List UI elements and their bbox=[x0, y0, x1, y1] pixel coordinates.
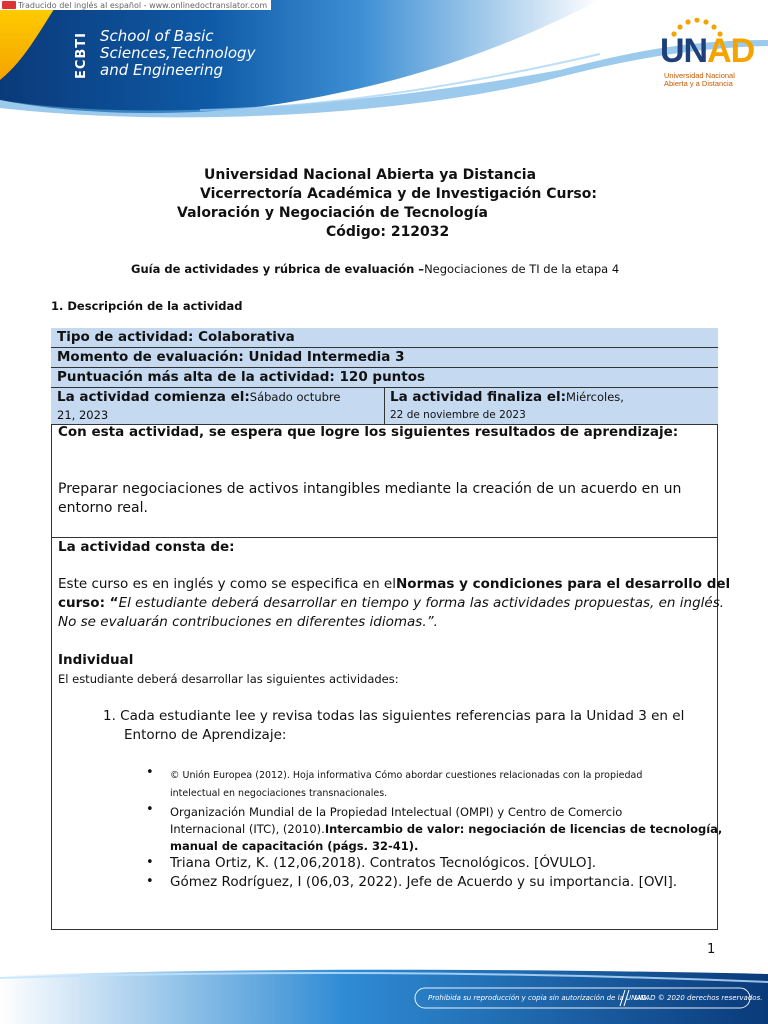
results-heading: Con esta actividad, se espera que logre los siguientes resultados de aprendizaje: bbox=[58, 424, 679, 440]
bullet-icon: • bbox=[146, 765, 154, 780]
title-line-vicerrectoria: Vicerrectoría Académica y de Investigación Curso: bbox=[200, 186, 597, 202]
row-puntuacion: Puntuación más alta de la actividad: 120 puntos bbox=[51, 368, 718, 388]
results-text-line2: entorno real. bbox=[58, 500, 148, 516]
reference-2: Organización Mundial de la Propiedad Intelectual (OMPI) y Centro de Comercio Internacional (ITC), (2010).Intercambio de valor: negociación de licencias de tecnología, manual de capacitación (págs. 32-41). bbox=[170, 805, 723, 853]
unad-logo: UNAD Universidad Nacional Abierta y a Distancia bbox=[660, 18, 750, 88]
title-line-code: Código: 212032 bbox=[326, 224, 450, 240]
translator-notice[interactable] bbox=[0, 0, 271, 10]
results-divider bbox=[51, 537, 718, 538]
consta-paragraph-line2: curso: “El estudiante deberá desarrollar en tiempo y forma las actividades propuestas, en inglés. bbox=[58, 595, 725, 611]
footer-rights: UNAD © 2020 derechos reservados. bbox=[635, 994, 763, 1002]
footer-banner bbox=[0, 968, 768, 1024]
title-line-university: Universidad Nacional Abierta ya Distancia bbox=[204, 167, 537, 183]
bullet-icon: • bbox=[146, 855, 154, 870]
reference-1: © Unión Europea (2012). Hoja informativa Cómo abordar cuestiones relacionadas con la propiedad intelectual en negociaciones transnacionales. bbox=[170, 770, 643, 799]
cell-finaliza: La actividad finaliza el:Miércoles, 22 de noviembre de 2023 bbox=[384, 388, 718, 424]
consta-paragraph-line1: Este curso es en inglés y como se especifica en elNormas y condiciones para el desarrollo del bbox=[58, 576, 731, 592]
list-item-1-line1: 1. Cada estudiante lee y revisa todas las siguientes referencias para la Unidad 3 en el bbox=[103, 708, 685, 724]
consta-paragraph-line3: No se evaluarán contribuciones en diferentes idiomas.”. bbox=[58, 614, 438, 630]
bullet-icon: • bbox=[146, 874, 154, 889]
results-text-line1: Preparar negociaciones de activos intangibles mediante la creación de un acuerdo en un bbox=[58, 481, 682, 497]
ecbti-label: ECBTI bbox=[74, 31, 90, 79]
consta-heading: La actividad consta de: bbox=[58, 539, 235, 555]
cell-divider bbox=[384, 388, 385, 424]
row-momento: Momento de evaluación: Unidad Intermedia 3 bbox=[51, 348, 718, 368]
translator-notice-text: Traducido del inglés al español - www.onlinedoctranslator.com bbox=[18, 0, 268, 10]
guide-title: Guía de actividades y rúbrica de evaluación –Negociaciones de TI de la etapa 4 bbox=[131, 262, 620, 276]
reference-4: Gómez Rodríguez, I (06,03, 2022). Jefe de Acuerdo y su importancia. [OVI]. bbox=[170, 874, 678, 890]
title-line-course: Valoración y Negociación de Tecnología bbox=[177, 205, 488, 221]
translator-icon bbox=[2, 1, 16, 9]
footer-copyright-notice: Prohibida su reproducción y copia sin autorización de la UNAD. bbox=[428, 994, 649, 1002]
header-banner bbox=[0, 0, 768, 120]
section-heading: 1. Descripción de la actividad bbox=[51, 299, 243, 313]
cell-comienza: La actividad comienza el:Sábado octubre 21, 2023 bbox=[51, 388, 384, 424]
page-number: 1 bbox=[707, 942, 716, 957]
school-name: School of Basic Sciences,Technology and Engineering bbox=[100, 27, 256, 79]
individual-text: El estudiante deberá desarrollar las siguientes actividades: bbox=[58, 672, 399, 686]
bullet-icon: • bbox=[146, 802, 154, 817]
reference-3: Triana Ortiz, K. (12,06,2018). Contratos Tecnológicos. [ÓVULO]. bbox=[170, 855, 597, 871]
list-item-1-line2: Entorno de Aprendizaje: bbox=[124, 727, 287, 743]
individual-heading: Individual bbox=[58, 652, 134, 668]
row-tipo: Tipo de actividad: Colaborativa bbox=[51, 328, 718, 348]
